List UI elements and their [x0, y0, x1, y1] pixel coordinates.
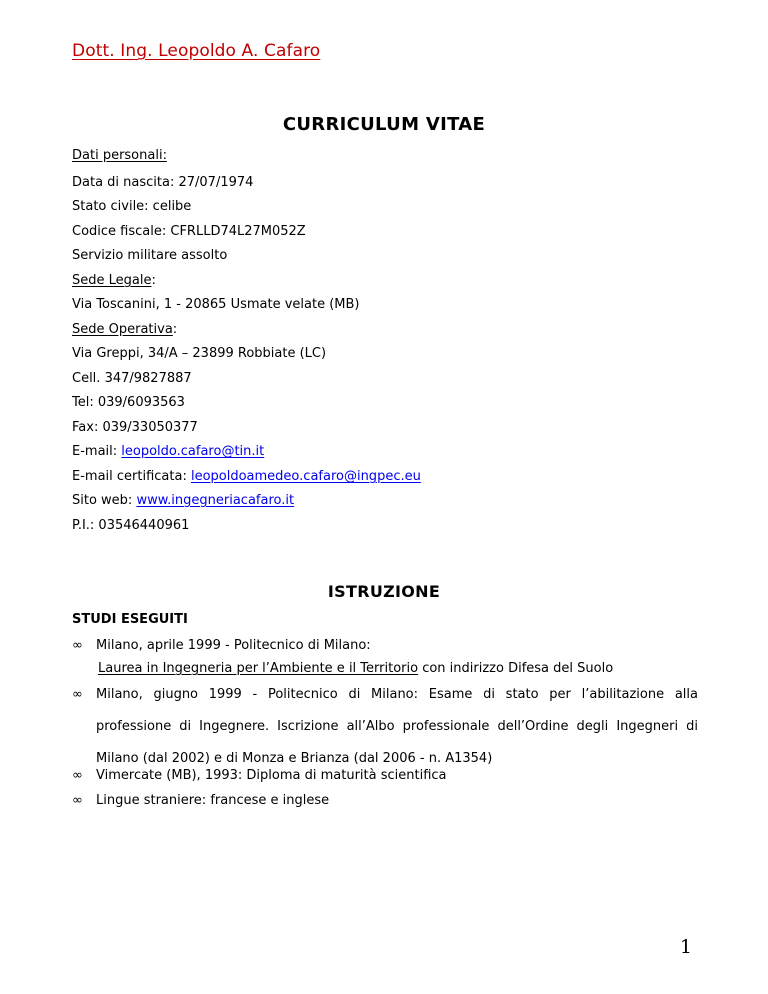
document-title: CURRICULUM VITAE [282, 114, 486, 135]
legal-office-heading: Sede Legale: [72, 273, 156, 288]
email-link[interactable]: leopoldo.cafaro@tin.it [121, 444, 265, 459]
infinity-bullet-icon: ∞ [72, 638, 83, 653]
pec-row [72, 469, 421, 485]
operative-office-label: Sede Operativa [72, 322, 173, 337]
operative-office-address: Via Greppi, 34/A – 23899 Robbiate (LC) [72, 346, 327, 361]
degree-specialization: con indirizzo Difesa del Suolo [418, 661, 614, 676]
education-item-1-text: Milano, aprile 1999 - Politecnico di Milano: [96, 638, 371, 653]
civil-status: Stato civile: celibe [72, 199, 192, 214]
infinity-bullet-icon: ∞ [72, 793, 83, 808]
operative-office-heading: Sede Operativa: [72, 322, 178, 337]
header-name: Dott. Ing. Leopoldo A. Cafaro [72, 41, 321, 61]
website-link[interactable]: www.ingegneriacafaro.it [136, 493, 295, 508]
page-number: 1 [679, 936, 692, 958]
birth-date: Data di nascita: 27/07/1974 [72, 175, 254, 190]
legal-office-address: Via Toscanini, 1 - 20865 Usmate velate (MB) [72, 297, 360, 312]
infinity-bullet-icon: ∞ [72, 768, 83, 783]
vat-number: P.I.: 03546440961 [72, 518, 190, 533]
website-row [72, 493, 294, 509]
degree-title: Laurea in Ingegneria per l’Ambiente e il Territorio [98, 661, 419, 676]
email-row [72, 444, 264, 460]
military-service: Servizio militare assolto [72, 248, 228, 263]
telephone: Tel: 039/6093563 [72, 395, 185, 410]
fax: Fax: 039/33050377 [72, 420, 198, 435]
education-title: ISTRUZIONE [327, 582, 441, 601]
education-item-3-text: Vimercate (MB), 1993: Diploma di maturità scientifica [96, 768, 447, 783]
cell-phone: Cell. 347/9827887 [72, 371, 192, 386]
pec-link[interactable]: leopoldoamedeo.cafaro@ingpec.eu [190, 469, 421, 484]
personal-data-heading: Dati personali: [72, 148, 167, 163]
fiscal-code: Codice fiscale: CFRLLD74L27M052Z [72, 224, 306, 239]
studies-subtitle: STUDI ESEGUITI [72, 612, 188, 627]
email-label: E-mail: [72, 444, 122, 459]
legal-office-label: Sede Legale [72, 273, 152, 288]
education-item-4-text: Lingue straniere: francese e inglese [96, 793, 330, 808]
pec-label: E-mail certificata: [72, 469, 191, 484]
education-item-1-degree [98, 661, 613, 677]
infinity-bullet-icon: ∞ [72, 687, 83, 702]
education-item-2-text: Milano, giugno 1999 - Politecnico di Milano: Esame di stato per l’abilitazione alla professione di Ingegnere. Iscrizione all’Albo professionale dell’Ordine degli Ingegneri di Milano (dal 2002) e di Monza e Brianza (dal 2006 - n. A1354) [96, 687, 698, 766]
website-label: Sito web: [72, 493, 137, 508]
